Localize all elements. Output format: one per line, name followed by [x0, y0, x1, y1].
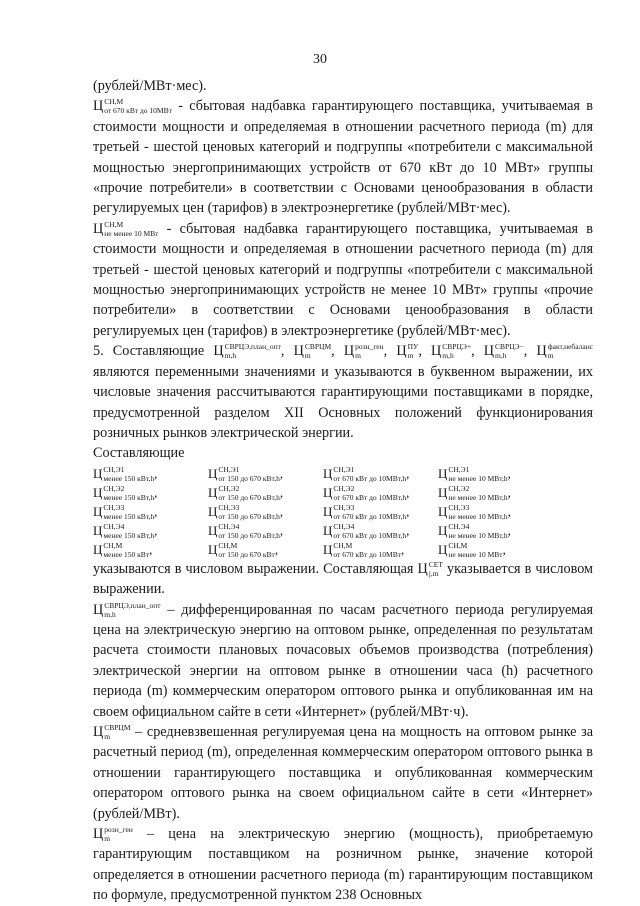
- formula-symbol: Ц СВРЦЭ− m,h: [483, 342, 524, 361]
- grid-formula-symbol: Ц СН,Э4 менее 150 кВт,h ,: [93, 521, 158, 540]
- formula-symbol: Ц СВРЦМ m: [293, 342, 332, 361]
- formula-symbol: Ц СН,М не менее 10 МВт: [93, 219, 159, 238]
- grid-formula-symbol: Ц СН,Э2 не менее 10 МВт,h ,: [438, 483, 511, 502]
- paragraph-svrcm: Ц СВРЦМ m – средневзвешенная регулируемая цена на мощность на оптовом рынке за расчетный период (m), определенная коммерческим оператором оптового рынка в отношении гарантирующего поставщика и опубликованная коммерческим оператором оптового рынка на своем официальном сайте в сети «Интернет» (рублей/МВт).: [93, 722, 593, 822]
- document-body: [93, 76, 593, 906]
- grid-formula-symbol: Ц СН,М от 150 до 670 кВт ,: [208, 540, 279, 559]
- page-number: 30: [313, 52, 327, 67]
- grid-formula-symbol: Ц СН,Э1 от 670 кВт до 10МВт,h ,: [323, 464, 410, 483]
- grid-formula-symbol: Ц СН,Э4 от 670 кВт до 10МВт,h ,: [323, 521, 410, 540]
- formula-symbol: Ц СЕТ j,m: [417, 559, 443, 578]
- grid-formula-symbol: Ц СН,Э1 менее 150 кВт,h ,: [93, 464, 158, 483]
- grid-formula-symbol: Ц СН,Э3 не менее 10 МВт,h ,: [438, 502, 511, 521]
- paragraph-cnm-10mw: Ц СН,М не менее 10 МВт - сбытовая надбавка гарантирующего поставщика, учитываемая в стоимости мощности и определяемая в отношении расчетного периода (m) для третьей - шестой ценовых категорий и подгруппы «потребители с максимальной мощностью энергопринимающих устройств не менее 10 МВт» группы «прочие потребители» в соответствии с Основами ценообразования в области регулируемых цен (тарифов) в электроэнергетике (рублей/МВт·мес).: [93, 219, 593, 339]
- paragraph-svrce-plan: Ц СВРЦЭ,план_опт m,h – дифференцированная по часам расчетного периода регулируемая цена на электрическую энергию на оптовом рынке, определенная по результатам расчета стоимости плановых почасовых объемов производства (потребления) электрической энергии на оптовом рынке в отношении часа (h) расчетного периода (m) коммерческим оператором оптового рынка и опубликованная им на своем официальном сайте в сети «Интернет» (рублей/МВт·ч).: [93, 600, 593, 720]
- grid-formula-symbol: Ц СН,Э2 от 670 кВт до 10МВт,h ,: [323, 483, 410, 502]
- formula-symbol: Ц СН,М от 670 кВт до 10МВт: [93, 97, 172, 116]
- formula-symbol-grid: [93, 464, 593, 559]
- formula-symbol: Ц факт,небаланс m: [536, 342, 594, 361]
- formula-symbol: Ц СВРЦЭ+ m,h: [431, 342, 472, 361]
- formula-symbol: Ц СВРЦЭ,план_опт m,h: [213, 342, 281, 361]
- grid-formula-symbol: Ц СН,Э4 не менее 10 МВт,h ,: [438, 521, 511, 540]
- grid-formula-symbol: Ц СН,Э4 от 150 до 670 кВт,h ,: [208, 521, 284, 540]
- formula-symbol: Ц ПУ m: [396, 342, 419, 361]
- grid-formula-symbol: Ц СН,Э1 от 150 до 670 кВт,h ,: [208, 464, 284, 483]
- formula-symbol: Ц розн_ген m: [93, 825, 133, 843]
- paragraph-rozn-gen: Ц розн_ген m – цена на электрическую энергию (мощность), приобретаемую гарантирующим поставщиком на розничном рынке, значение которой определяется в отношении расчетного периода (m) гарантирующим поставщиком по формуле, предусмотренной пунктом 238 Основных: [93, 825, 593, 904]
- formula-symbol: Ц СВРЦМ m: [93, 722, 131, 741]
- formula-symbol: Ц СВРЦЭ,план_опт m,h: [93, 600, 161, 619]
- grid-formula-symbol: Ц СН,М не менее 10 МВт ,: [438, 540, 506, 559]
- formula-symbol: Ц розн_ген m: [343, 342, 384, 361]
- grid-formula-symbol: Ц СН,М от 670 кВт до 10МВт ,: [323, 540, 405, 559]
- paragraph-units: (рублей/МВт·мес).: [93, 78, 207, 94]
- grid-formula-symbol: Ц СН,Э2 от 150 до 670 кВт,h ,: [208, 483, 284, 502]
- grid-formula-symbol: Ц СН,Э1 не менее 10 МВт,h ,: [438, 464, 511, 483]
- paragraph-item-5: 5. Составляющие Ц СВРЦЭ,план_опт m,h , Ц СВРЦМ m , Ц розн_ген m , Ц ПУ m , Ц СВРЦЭ+ m,h , Ц СВРЦЭ− m,h , Ц факт,небаланс m являются переменными значениями и указываются в буквенном выражении, их числовые значения рассчитываются гарантирующими поставщиками в порядке, предусмотренной разделом XII Основных положений функционирования розничных рынков электрической энергии.: [93, 342, 594, 441]
- grid-formula-symbol: Ц СН,Э2 менее 150 кВт,h ,: [93, 483, 158, 502]
- paragraph-cnm-670: Ц СН,М от 670 кВт до 10МВт - сбытовая надбавка гарантирующего поставщика, учитываемая в стоимости мощности и определяемая в отношении расчетного периода (m) для третьей - шестой ценовых категорий и подгруппы «потребители с максимальной мощностью энергопринимающих устройств от 670 кВт до 10 МВт» группы «прочие потребители» в соответствии с Основами ценообразования в области регулируемых цен (тарифов) в электроэнергетике (рублей/МВт·мес).: [93, 97, 593, 217]
- grid-formula-symbol: Ц СН,М менее 150 кВт ,: [93, 540, 153, 559]
- grid-formula-symbol: Ц СН,Э3 от 150 до 670 кВт,h ,: [208, 502, 284, 521]
- paragraph-components-lead: Составляющие: [93, 445, 185, 462]
- grid-formula-symbol: Ц СН,Э3 менее 150 кВт,h ,: [93, 502, 158, 521]
- paragraph-numeric: указываются в числовом выражении. Составляющая Ц СЕТ j,m указывается в числовом выражении.: [93, 559, 594, 598]
- grid-formula-symbol: Ц СН,Э3 от 670 кВт до 10МВт,h ,: [323, 502, 410, 521]
